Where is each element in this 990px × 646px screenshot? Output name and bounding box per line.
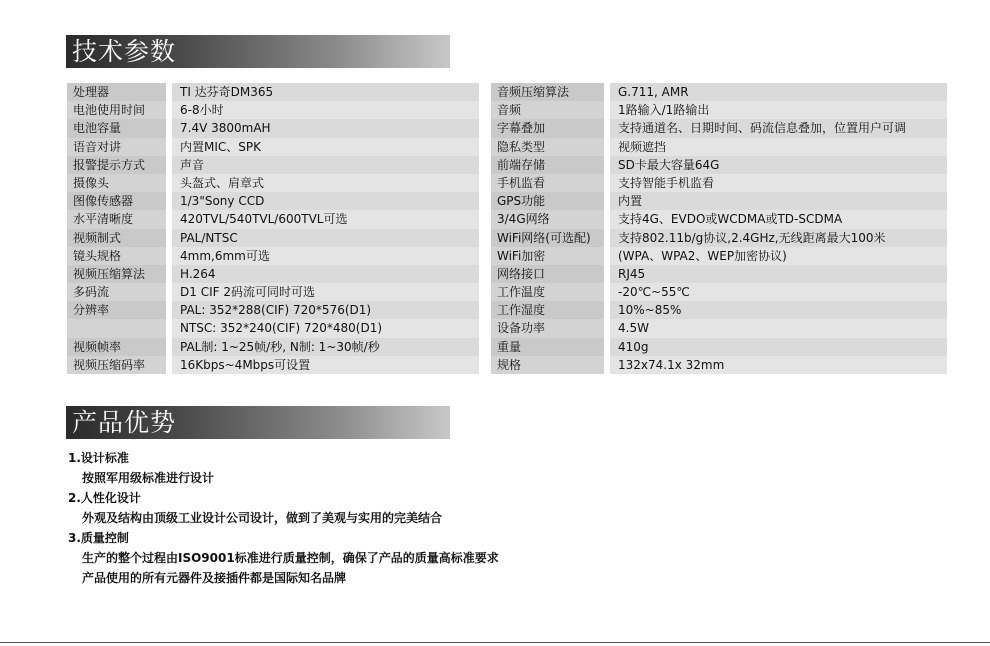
spec-label: 电池容量 — [67, 119, 166, 137]
spec-value: 内置 — [610, 192, 947, 210]
spec-row — [491, 101, 947, 119]
spec-label: 字幕叠加 — [491, 119, 604, 137]
bottom-divider — [0, 642, 990, 643]
spec-label: 设备功率 — [491, 319, 604, 337]
spec-row — [491, 210, 947, 228]
spec-value: 6-8小时 — [172, 101, 479, 119]
spec-value: 132x74.1x 32mm — [610, 356, 947, 374]
spec-row — [491, 229, 947, 247]
spec-label: 视频制式 — [67, 229, 166, 247]
spec-value: (WPA、WPA2、WEP加密协议) — [610, 247, 947, 265]
spec-label: 隐私类型 — [491, 138, 604, 156]
spec-value: 410g — [610, 338, 947, 356]
spec-value: PAL制: 1~25帧/秒, N制: 1~30帧/秒 — [172, 338, 479, 356]
specs-table-right — [491, 83, 947, 374]
advantages-list — [68, 448, 668, 588]
spec-value: 内置MIC、SPK — [172, 138, 479, 156]
spec-value: 4.5W — [610, 319, 947, 337]
spec-label: 3/4G网络 — [491, 210, 604, 228]
spec-row — [67, 319, 479, 337]
spec-value: G.711, AMR — [610, 83, 947, 101]
spec-row — [67, 83, 479, 101]
spec-label: 工作湿度 — [491, 301, 604, 319]
spec-value: 420TVL/540TVL/600TVL可选 — [172, 210, 479, 228]
spec-value: 7.4V 3800mAH — [172, 119, 479, 137]
advantage-description: 生产的整个过程由ISO9001标准进行质量控制，确保了产品的质量高标准要求 — [82, 551, 499, 565]
spec-row — [67, 247, 479, 265]
spec-label — [67, 319, 166, 337]
spec-value: 视频遮挡 — [610, 138, 947, 156]
spec-row — [67, 101, 479, 119]
spec-value: PAL: 352*288(CIF) 720*576(D1) — [172, 301, 479, 319]
spec-row — [491, 247, 947, 265]
spec-value: 支持4G、EVDO或WCDMA或TD-SCDMA — [610, 210, 947, 228]
spec-label: GPS功能 — [491, 192, 604, 210]
spec-value: PAL/NTSC — [172, 229, 479, 247]
spec-label: 网络接口 — [491, 265, 604, 283]
spec-value: 1/3"Sony CCD — [172, 192, 479, 210]
spec-row — [491, 265, 947, 283]
spec-label: 摄像头 — [67, 174, 166, 192]
spec-label: 视频帧率 — [67, 338, 166, 356]
spec-row — [67, 156, 479, 174]
spec-value: D1 CIF 2码流可同时可选 — [172, 283, 479, 301]
spec-row — [67, 283, 479, 301]
spec-label: 工作温度 — [491, 283, 604, 301]
spec-label: 前端存储 — [491, 156, 604, 174]
spec-label: 水平清晰度 — [67, 210, 166, 228]
spec-value: 10%~85% — [610, 301, 947, 319]
advantage-title: 1.设计标准 — [68, 451, 129, 465]
spec-row — [67, 229, 479, 247]
advantages-section-title: 产品优势 — [66, 406, 450, 439]
spec-label: 视频压缩算法 — [67, 265, 166, 283]
spec-row — [67, 138, 479, 156]
spec-value: 头盔式、肩章式 — [172, 174, 479, 192]
spec-value: 支持智能手机监看 — [610, 174, 947, 192]
spec-label: 处理器 — [67, 83, 166, 101]
spec-label: 报警提示方式 — [67, 156, 166, 174]
spec-row — [67, 119, 479, 137]
spec-row — [491, 319, 947, 337]
spec-row — [67, 338, 479, 356]
advantage-title: 2.人性化设计 — [68, 491, 141, 505]
spec-row — [67, 301, 479, 319]
spec-value: RJ45 — [610, 265, 947, 283]
spec-label: 规格 — [491, 356, 604, 374]
advantage-description: 产品使用的所有元器件及接插件都是国际知名品牌 — [82, 571, 347, 585]
spec-label: 镜头规格 — [67, 247, 166, 265]
spec-label: 多码流 — [67, 283, 166, 301]
spec-row — [491, 301, 947, 319]
specs-table-left — [67, 83, 479, 374]
spec-row — [67, 265, 479, 283]
spec-value: SD卡最大容量64G — [610, 156, 947, 174]
advantage-title: 3.质量控制 — [68, 531, 129, 545]
spec-row — [491, 119, 947, 137]
advantage-description: 外观及结构由顶级工业设计公司设计，做到了美观与实用的完美结合 — [82, 511, 443, 525]
spec-row — [491, 138, 947, 156]
spec-label: 视频压缩码率 — [67, 356, 166, 374]
spec-label: 音频 — [491, 101, 604, 119]
spec-row — [491, 156, 947, 174]
spec-value: 声音 — [172, 156, 479, 174]
spec-row — [491, 83, 947, 101]
spec-label: 音频压缩算法 — [491, 83, 604, 101]
spec-row — [491, 338, 947, 356]
spec-value: -20℃~55℃ — [610, 283, 947, 301]
spec-label: 分辨率 — [67, 301, 166, 319]
spec-label: 电池使用时间 — [67, 101, 166, 119]
spec-row — [491, 356, 947, 374]
spec-value: 支持通道名、日期时间、码流信息叠加，位置用户可调 — [610, 119, 947, 137]
spec-row — [491, 174, 947, 192]
spec-value: TI 达芬奇DM365 — [172, 83, 479, 101]
spec-label: 图像传感器 — [67, 192, 166, 210]
spec-value: 支持802.11b/g协议,2.4GHz,无线距离最大100米 — [610, 229, 947, 247]
spec-value: 4mm,6mm可选 — [172, 247, 479, 265]
spec-label: WiFi加密 — [491, 247, 604, 265]
spec-row — [67, 356, 479, 374]
spec-label: WiFi网络(可选配) — [491, 229, 604, 247]
spec-value: 16Kbps~4Mbps可设置 — [172, 356, 479, 374]
spec-label: 重量 — [491, 338, 604, 356]
spec-row — [491, 192, 947, 210]
spec-row — [67, 174, 479, 192]
spec-value: H.264 — [172, 265, 479, 283]
advantage-description: 按照军用级标准进行设计 — [82, 471, 215, 485]
spec-row — [491, 283, 947, 301]
spec-row — [67, 192, 479, 210]
spec-label: 语音对讲 — [67, 138, 166, 156]
spec-label: 手机监看 — [491, 174, 604, 192]
specs-section-title: 技术参数 — [66, 35, 450, 68]
spec-row — [67, 210, 479, 228]
spec-value: NTSC: 352*240(CIF) 720*480(D1) — [172, 319, 479, 337]
spec-value: 1路输入/1路输出 — [610, 101, 947, 119]
